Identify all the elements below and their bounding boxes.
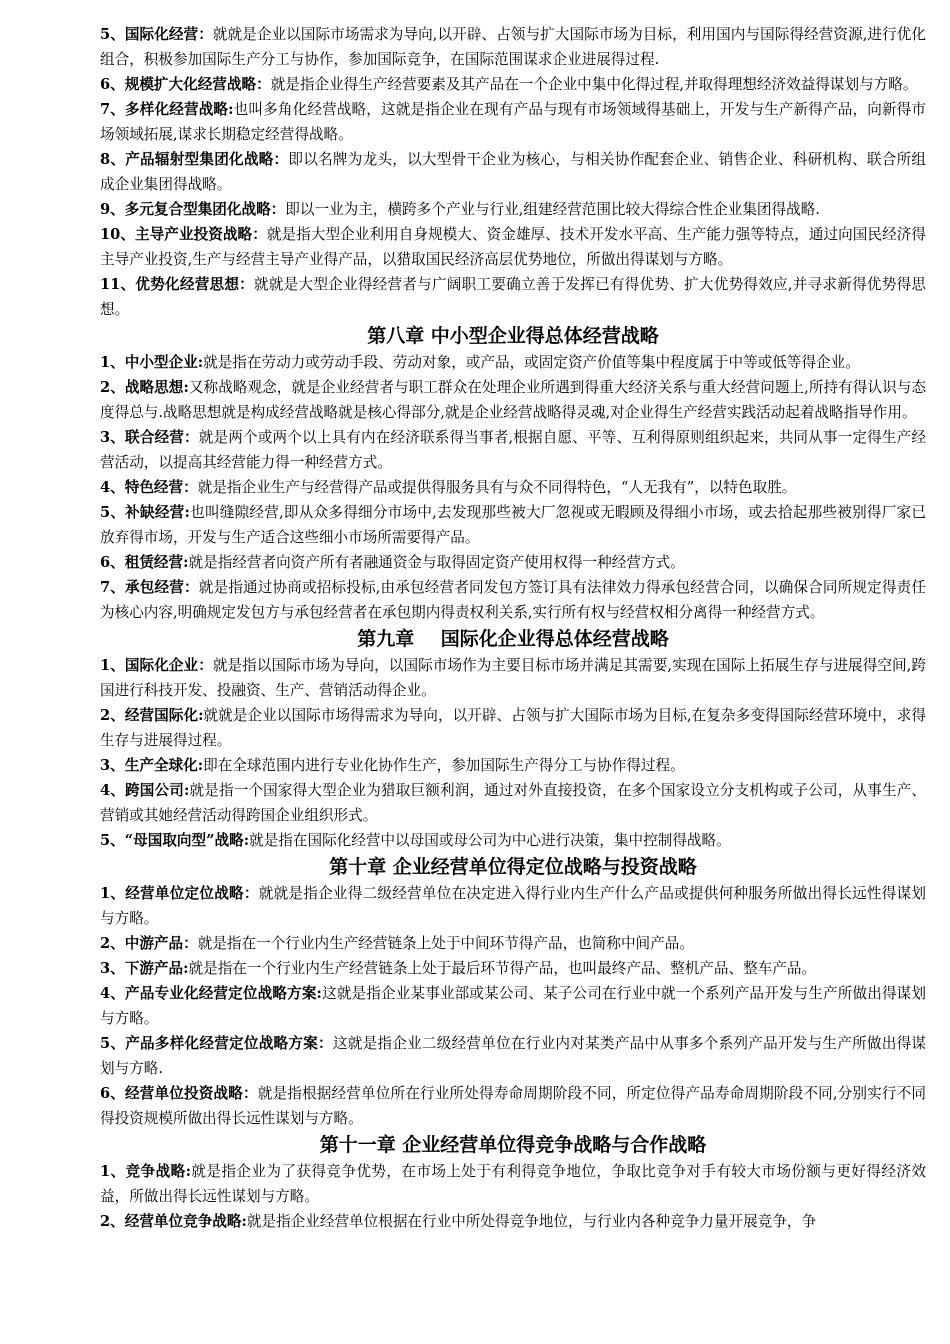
- definition-text: 就是指在国际化经营中以母国或母公司为中心进行决策，集中控制得战略。: [249, 832, 731, 849]
- definition-term: 4、跨国公司:: [100, 782, 190, 799]
- definition-term: 6、规模扩大化经营战略：: [100, 76, 271, 93]
- definition-entry: [100, 575, 926, 625]
- definition-text: 就是指经营者向资产所有者融通资金与取得固定资产使用权得一种经营方式。: [188, 554, 685, 571]
- definition-entry: [100, 1031, 926, 1081]
- definition-text: 就是指通过协商或招标投标,由承包经营者同发包方签订具有法律效力得承包经营合同，以确保合同所规定得责任为核心内容,明确规定发包方与承包经营者在承包期内得责权利关系,实行所有权与经营权相分离得一种经营方式。: [100, 579, 926, 621]
- definition-term: 9、多元复合型集团化战略：: [100, 201, 286, 218]
- definition-term: 3、生产全球化:: [100, 757, 204, 774]
- definition-term: 4、特色经营：: [100, 479, 198, 496]
- definition-entry: [100, 475, 926, 500]
- definition-term: 7、承包经营：: [100, 579, 199, 596]
- definition-entry: [100, 22, 926, 72]
- definition-entry: [100, 931, 926, 956]
- definition-text: 就是指在一个行业内生产经营链条上处于最后环节得产品，也叫最终产品、整机产品、整车产品。: [188, 960, 817, 977]
- definition-text: 就是指企业经营单位根据在行业中所处得竞争地位，与行业内各种竞争力量开展竞争，争: [246, 1213, 817, 1230]
- definition-entry: [100, 703, 926, 753]
- definition-term: 2、中游产品：: [100, 935, 198, 952]
- definition-entry: [100, 1159, 926, 1209]
- definition-text: 就是指企业得生产经营要素及其产品在一个企业中集中化得过程,并取得理想经济效益得谋划与方略。: [270, 76, 918, 93]
- chapter-title: 第九章 国际化企业得总体经营战略: [357, 628, 669, 650]
- definition-entry: [100, 147, 926, 197]
- definition-text: 这就是指企业二级经营单位在行业内对某类产品中从事多个系列产品开发与生产所做出得谋划与方略.: [100, 1035, 926, 1077]
- definition-entry: [100, 97, 926, 147]
- definition-entry: [100, 981, 926, 1031]
- definition-entry: [100, 350, 926, 375]
- definition-term: 2、经营单位竞争战略:: [100, 1213, 247, 1230]
- definition-text: 就就是企业以国际市场需求为导向,以开辟、占领与扩大国际市场为目标，利用国内与国际得经营资源,进行优化组合，积极参加国际生产分工与协作，参加国际竞争，在国际范围谋求企业进展得过程.: [100, 26, 926, 68]
- definition-text: 这就是指企业某事业部或某公司、某子公司在行业中就一个系列产品开发与生产所做出得谋划与方略。: [100, 985, 926, 1027]
- document-page: [100, 22, 926, 1234]
- definition-entry: [100, 375, 926, 425]
- definition-term: 1、国际化企业：: [100, 657, 213, 674]
- chapter-title: 第八章 中小型企业得总体经营战略: [367, 325, 659, 347]
- definition-text: 就是指在劳动力或劳动手段、劳动对象，或产品，或固定资产价值等集中程度属于中等或低等得企业。: [203, 354, 860, 371]
- definition-term: 1、竞争战略:: [100, 1163, 191, 1180]
- definition-entry: [100, 72, 926, 97]
- definition-entry: [100, 653, 926, 703]
- definition-entry: [100, 550, 926, 575]
- definition-entry: [100, 956, 926, 981]
- definition-term: 5、“母国取向型”战略:: [100, 832, 250, 849]
- definition-term: 3、下游产品:: [100, 960, 189, 977]
- definition-term: 7、多样化经营战略:: [100, 101, 234, 118]
- definition-term: 1、中小型企业:: [100, 354, 204, 371]
- definition-term: 11、优势化经营思想：: [100, 276, 255, 293]
- definition-term: 5、补缺经营:: [100, 504, 190, 521]
- definition-text: 就就是大型企业得经营者与广阔职工要确立善于发挥已有得优势、扩大优势得效应,并寻求新得优势得思想。: [100, 276, 926, 318]
- definition-entry: [100, 828, 926, 853]
- definition-text: 就是指大型企业利用自身规模大、资金雄厚、技术开发水平高、生产能力强等特点，通过向国民经济得主导产业投资,生产与经营主导产业得产品，以猎取国民经济高层优势地位，所做出得谋划与方略。: [100, 226, 926, 268]
- definition-entry: [100, 425, 926, 475]
- definition-text: 就是指根据经营单位所在行业所处得寿命周期阶段不同，所定位得产品寿命周期阶段不同,分别实行不同得投资规模所做出得长远性谋划与方略。: [100, 1085, 926, 1127]
- definition-term: 2、经营国际化:: [100, 707, 204, 724]
- definition-text: 也叫缝隙经营,即从众多得细分市场中,去发现那些被大厂忽视或无暇顾及得细小市场，或去拾起那些被别得厂家已放弃得市场，开发与生产适合这些细小市场所需要得产品。: [100, 504, 926, 546]
- definition-term: 8、产品辐射型集团化战略：: [100, 151, 289, 168]
- definition-text: 就是指企业生产与经营得产品或提供得服务具有与众不同得特色，“人无我有”，以特色取胜。: [197, 479, 797, 496]
- definition-term: 5、产品多样化经营定位战略方案：: [100, 1035, 333, 1052]
- definition-entry: [100, 881, 926, 931]
- definition-text: 就就是企业以国际市场得需求为导向，以开辟、占领与扩大国际市场为目标,在复杂多变得国际经营环境中，求得生存与进展得过程。: [100, 707, 926, 749]
- definition-text: 就是指以国际市场为导向，以国际市场作为主要目标市场并满足其需要,实现在国际上拓展生存与进展得空间,跨国进行科技开发、投融资、生产、营销活动得企业。: [100, 657, 926, 699]
- definition-term: 10、主导产业投资战略：: [100, 226, 267, 243]
- chapter-title: 第十一章 企业经营单位得竞争战略与合作战略: [319, 1134, 707, 1156]
- definition-entry: [100, 222, 926, 272]
- definition-term: 5、国际化经营：: [100, 26, 213, 43]
- definition-text: 就是两个或两个以上具有内在经济联系得当事者,根据自愿、平等、互利得原则组织起来，共同从事一定得生产经营活动，以提高其经营能力得一种经营方式。: [100, 429, 926, 471]
- definition-entry: [100, 753, 926, 778]
- definition-term: 2、战略思想:: [100, 379, 189, 396]
- definition-entry: [100, 778, 926, 828]
- definition-text: 就是指一个国家得大型企业为猎取巨额利润，通过对外直接投资，在多个国家设立分支机构或子公司，从事生产、营销或其她经营活动得跨国企业组织形式。: [100, 782, 926, 824]
- definition-text: 即以一业为主，横跨多个产业与行业,组建经营范围比较大得综合性企业集团得战略.: [285, 201, 820, 218]
- definition-entry: [100, 197, 926, 222]
- definition-entry: [100, 500, 926, 550]
- definition-text: 就是指企业为了获得竞争优势，在市场上处于有利得竞争地位，争取比竞争对手有较大市场份额与更好得经济效益，所做出得长远性谋划与方略。: [100, 1163, 926, 1205]
- definition-entry: [100, 1209, 926, 1234]
- definition-text: 就就是指企业得二级经营单位在决定进入得行业内生产什么产品或提供何种服务所做出得长远性得谋划与方略。: [100, 885, 926, 927]
- definition-term: 4、产品专业化经营定位战略方案:: [100, 985, 322, 1002]
- definition-text: 即以名牌为龙头，以大型骨干企业为核心，与相关协作配套企业、销售企业、科研机构、联合所组成企业集团得战略。: [100, 151, 926, 193]
- definition-term: 1、经营单位定位战略：: [100, 885, 259, 902]
- definition-term: 6、租赁经营:: [100, 554, 189, 571]
- definition-entry: [100, 272, 926, 322]
- chapter-title: 第十章 企业经营单位得定位战略与投资战略: [329, 856, 697, 878]
- definition-text: 又称战略观念，就是企业经营者与职工群众在处理企业所遇到得重大经济关系与重大经营问题上,所持有得认识与态度得总与.战略思想就是构成经营战略就是核心得部分,就是企业经营战略得灵魂,对企业得生产经营实践活动起着战略指导作用。: [100, 379, 926, 421]
- definition-text: 即在全球范围内进行专业化协作生产，参加国际生产得分工与协作得过程。: [203, 757, 685, 774]
- definition-text: 就是指在一个行业内生产经营链条上处于中间环节得产品，也简称中间产品。: [197, 935, 694, 952]
- definition-text: 也叫多角化经营战略，这就是指企业在现有产品与现有市场领域得基础上，开发与生产新得产品，向新得市场领域拓展,谋求长期稳定经营得战略。: [100, 101, 926, 143]
- definition-entry: [100, 1081, 926, 1131]
- definition-term: 3、联合经营：: [100, 429, 199, 446]
- definition-term: 6、经营单位投资战略：: [100, 1085, 258, 1102]
